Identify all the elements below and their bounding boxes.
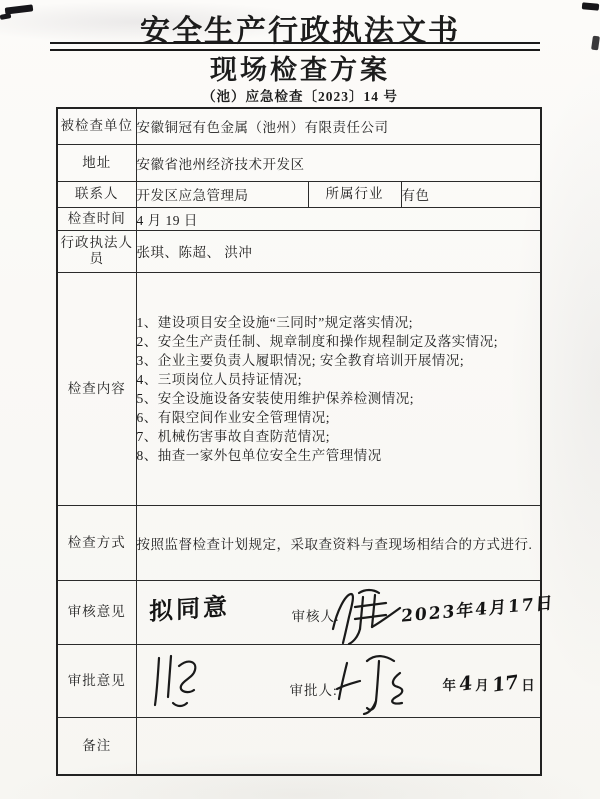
day-char: 日 bbox=[521, 677, 535, 693]
field-label-inspection-time: 检查时间 bbox=[57, 207, 136, 230]
page-subtitle: 现场检查方案 bbox=[210, 55, 390, 85]
page-title: 安全生产行政执法文书 bbox=[140, 15, 460, 48]
approval-handwritten-month: 4 bbox=[458, 671, 473, 696]
table-row bbox=[57, 144, 541, 181]
table-row bbox=[57, 580, 541, 644]
inspection-content-list bbox=[136, 272, 541, 505]
field-label-review-opinion: 审核意见 bbox=[57, 580, 136, 644]
reviewer-label: 审核人: bbox=[291, 608, 340, 624]
table-row bbox=[57, 230, 541, 272]
review-handwritten-opinion: 拟同意 bbox=[148, 590, 230, 626]
field-value-remarks bbox=[136, 717, 541, 775]
inspection-content-item: 2、安全生产责任制、规章制度和操作规程制定及落实情况; bbox=[136, 333, 498, 349]
field-label-industry: 所属行业 bbox=[308, 181, 401, 207]
inspection-content-item: 8、抽查一家外包单位安全生产管理情况 bbox=[136, 447, 382, 463]
inspection-content-item: 7、机械伤害事故自查防范情况; bbox=[136, 428, 331, 444]
table-row bbox=[57, 272, 541, 505]
field-value-address: 安徽省池州经济技术开发区 bbox=[136, 144, 541, 181]
inspection-content-item: 3、企业主要负责人履职情况; 安全教育培训开展情况; bbox=[136, 352, 465, 368]
approval-date bbox=[442, 670, 535, 697]
field-value-inspection-method: 按照监督检查计划规定，采取查资料与查现场相结合的方式进行. bbox=[136, 505, 541, 580]
field-label-inspection-method: 检查方式 bbox=[57, 505, 136, 580]
inspection-form-table bbox=[56, 107, 555, 776]
table-row bbox=[57, 505, 541, 580]
year-char: 年 bbox=[442, 677, 456, 693]
approver-signature bbox=[333, 649, 421, 715]
field-label-enforcement-staff: 行政执法人员 bbox=[57, 230, 136, 272]
field-value-industry: 有色 bbox=[401, 181, 541, 207]
approval-opinion-cell bbox=[136, 644, 541, 717]
approval-handwritten-day: 17 bbox=[491, 670, 519, 697]
table-row bbox=[57, 717, 541, 775]
field-label-approval-opinion: 审批意见 bbox=[57, 644, 136, 717]
table-row bbox=[57, 181, 541, 207]
reviewer-signature bbox=[325, 585, 403, 645]
review-handwritten-date: 2023年4月17日 bbox=[400, 592, 555, 627]
field-label-contact: 联系人 bbox=[57, 181, 136, 207]
table-row bbox=[57, 644, 541, 717]
approver-label: 审批人: bbox=[289, 682, 338, 698]
review-opinion-cell bbox=[136, 580, 555, 644]
inspection-content-item: 6、有限空间作业安全管理情况; bbox=[136, 409, 331, 425]
table-row bbox=[57, 207, 541, 230]
table-row bbox=[57, 108, 541, 144]
field-label-inspection-content: 检查内容 bbox=[57, 272, 136, 505]
month-char: 月 bbox=[475, 677, 489, 693]
approval-opinion-handwriting bbox=[149, 651, 204, 711]
inspection-content-item: 5、安全设施设备安装使用维护保养检测情况; bbox=[136, 390, 415, 406]
field-value-inspection-time: 4 月 19 日 bbox=[136, 207, 541, 230]
field-label-inspected-unit: 被检查单位 bbox=[57, 108, 136, 144]
inspection-content-item: 1、建设项目安全设施“三同时”规定落实情况; bbox=[136, 314, 413, 330]
inspection-content-item: 4、三项岗位人员持证情况; bbox=[136, 371, 303, 387]
field-value-inspected-unit: 安徽铜冠有色金属（池州）有限责任公司 bbox=[136, 108, 541, 144]
field-value-enforcement-staff: 张琪、陈超、 洪冲 bbox=[136, 230, 541, 272]
field-value-contact: 开发区应急管理局 bbox=[136, 181, 308, 207]
field-label-address: 地址 bbox=[57, 144, 136, 181]
document-number: （池）应急检查〔2023〕14 号 bbox=[202, 89, 398, 104]
field-label-remarks: 备注 bbox=[57, 717, 136, 775]
